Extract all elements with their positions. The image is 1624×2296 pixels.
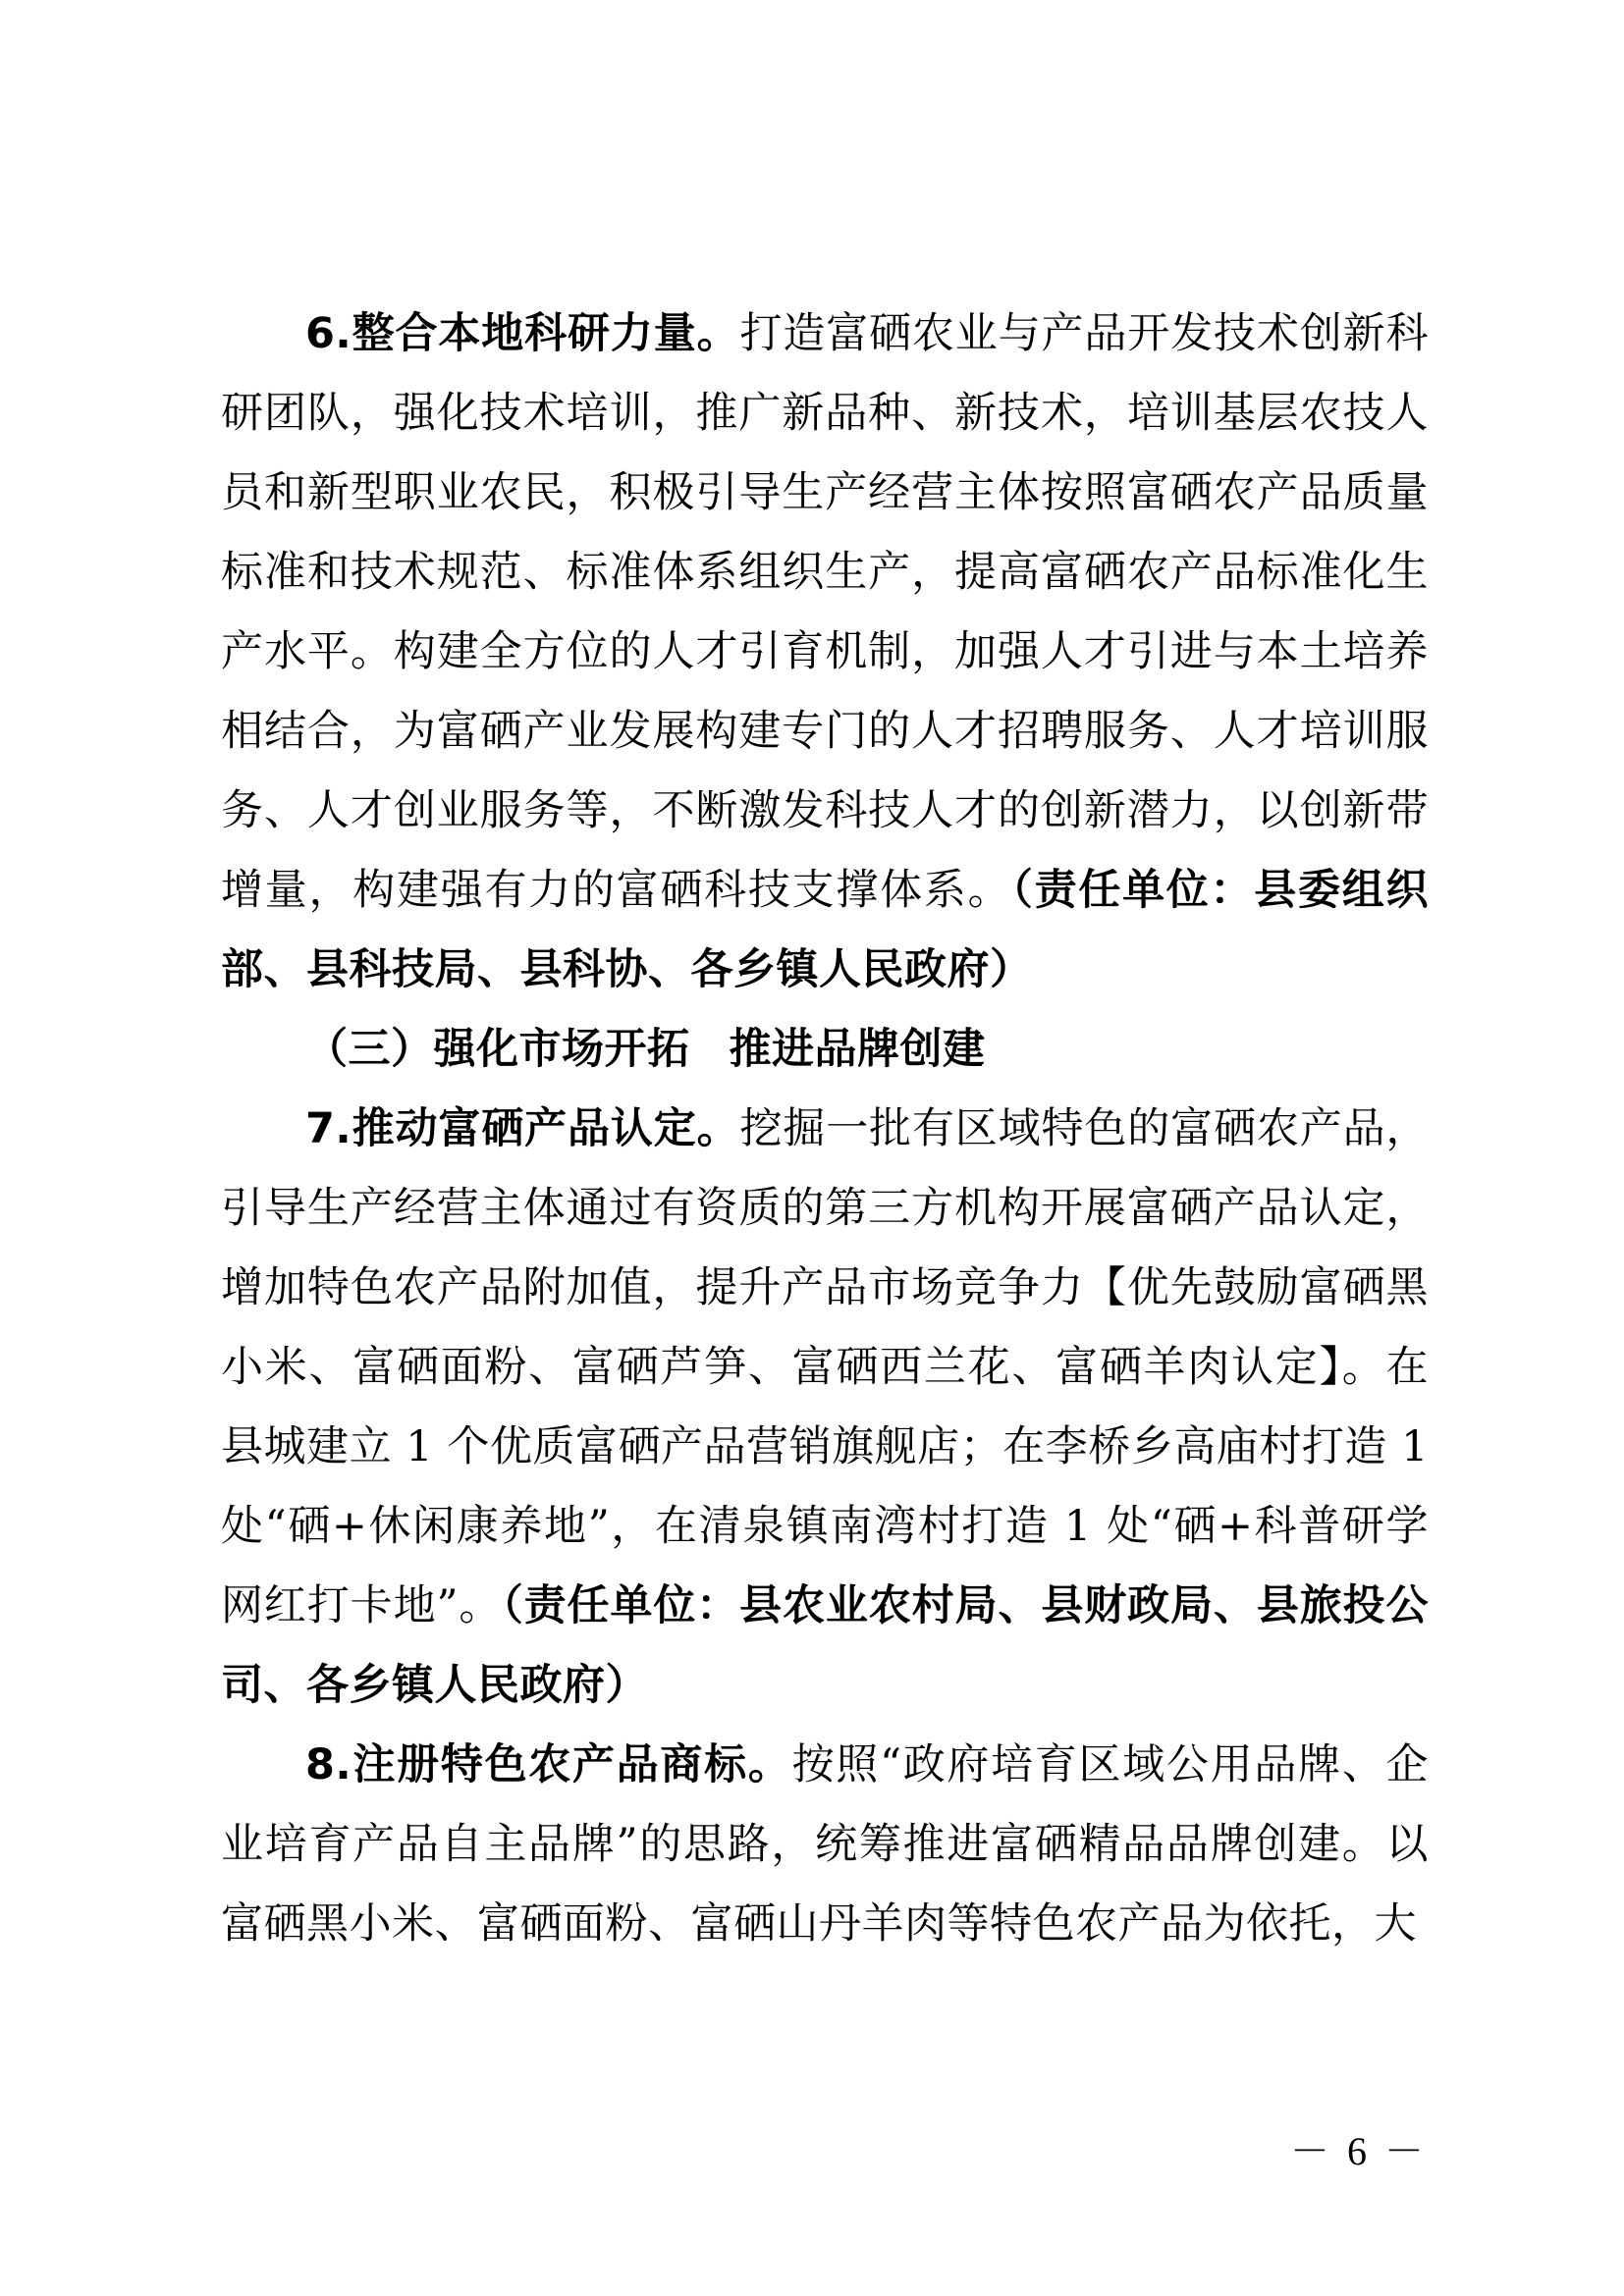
section-heading-part2: 推进品牌创建 bbox=[729, 1025, 986, 1074]
paragraph-6-responsibility: （责任单位：县委组织部、县科技局、县科协、各乡镇人民政府） bbox=[221, 866, 1430, 994]
paragraph-6-lead: 6.整合本地科研力量。 bbox=[305, 309, 740, 358]
paragraph-7-responsibility: （责任单位：县农业农村局、县财政局、县旅投公司、各乡镇人民政府） bbox=[221, 1581, 1430, 1710]
document-body bbox=[221, 294, 1429, 1964]
paragraph-7-body: 挖掘一批有区域特色的富硒农产品，引导生产经营主体通过有资质的第三方机构开展富硒产品认定，增加特色农产品附加值，提升产品市场竞争力【优先鼓励富硒黑小米、富硒面粉、富硒芦笋、富硒西兰花、富硒羊肉认定】。在县城建立 1 个优质富硒产品营销旗舰店；在李桥乡高庙村打造 1 处“硒+休闲康养地”，在清泉镇南湾村打造 1 处“硒+科普研学网红打卡地”。 bbox=[221, 1104, 1429, 1630]
page-number: － 6 － bbox=[1290, 2129, 1428, 2173]
paragraph-7-lead: 7.推动富硒产品认定。 bbox=[305, 1104, 740, 1153]
section-heading bbox=[221, 1010, 1429, 1090]
paragraph-6-body: 打造富硒农业与产品开发技术创新科研团队，强化技术培训，推广新品种、新技术，培训基层农技人员和新型职业农民，积极引导生产经营主体按照富硒农产品质量标准和技术规范、标准体系组织生产，提高富硒农产品标准化生产水平。构建全方位的人才引育机制，加强人才引进与本土培养相结合，为富硒产业发展构建专门的人才招聘服务、人才培训服务、人才创业服务等，不断激发科技人才的创新潜力，以创新带增量，构建强有力的富硒科技支撑体系。 bbox=[221, 309, 1429, 915]
paragraph-8-body: 按照“政府培育区域公用品牌、企业培育产品自主品牌”的思路，统筹推进富硒精品品牌创建。以富硒黑小米、富硒面粉、富硒山丹羊肉等特色农产品为依托，大 bbox=[221, 1740, 1430, 1949]
paragraph-8 bbox=[221, 1726, 1429, 1964]
paragraph-6 bbox=[221, 294, 1429, 1010]
section-heading-part1: （三）强化市场开拓 bbox=[305, 1025, 690, 1074]
paragraph-7 bbox=[221, 1090, 1429, 1726]
paragraph-8-lead: 8.注册特色农产品商标。 bbox=[305, 1740, 792, 1789]
